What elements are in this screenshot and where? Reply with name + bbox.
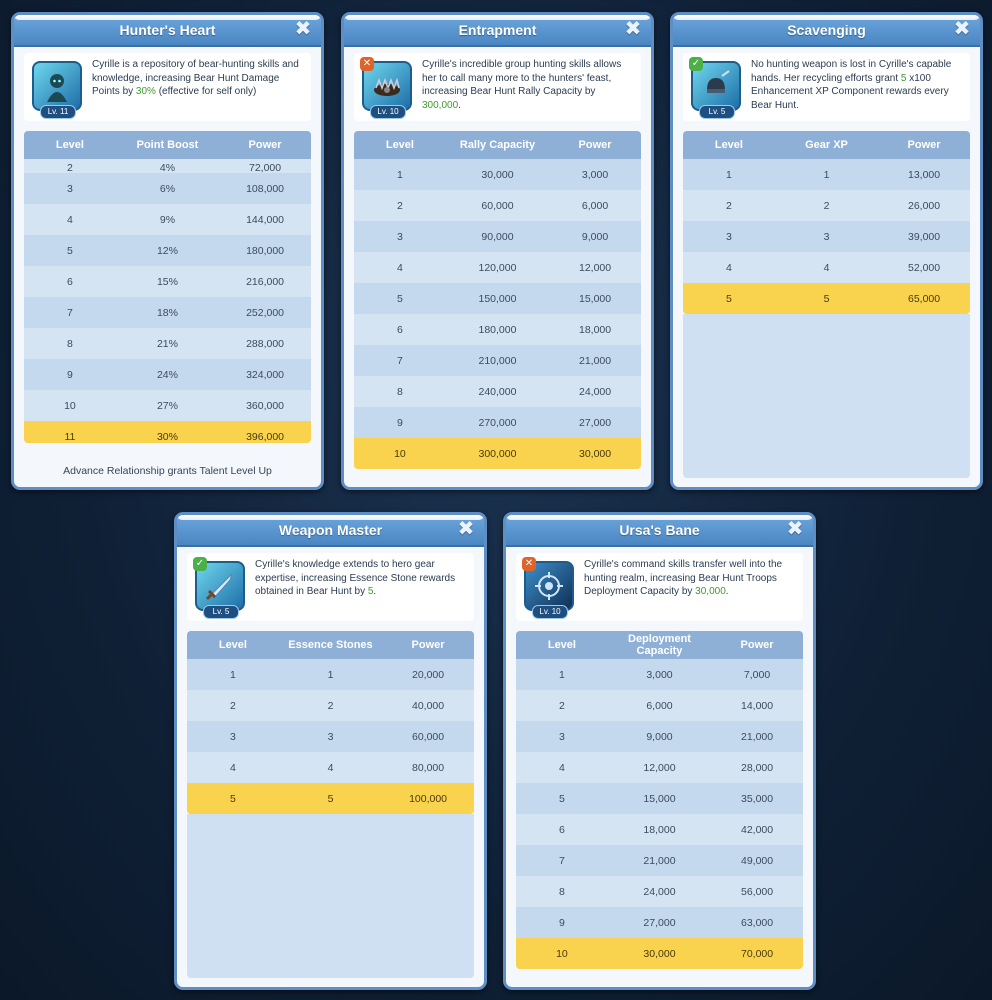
power-cell: 60,000 <box>411 730 445 743</box>
value-cell: 240,000 <box>478 385 517 398</box>
support-type-icon: ✓ <box>689 57 703 71</box>
level-cell: 11 <box>64 430 76 443</box>
close-button[interactable]: ✖ <box>953 18 971 40</box>
value-cell: 300,000 <box>478 447 517 460</box>
power-cell: 70,000 <box>740 947 774 960</box>
level-cell: 1 <box>229 668 236 681</box>
level-cell: 8 <box>396 385 403 398</box>
power-cell: 7,000 <box>743 668 771 681</box>
talent-icon <box>691 57 745 117</box>
table-row-partial: 2 4% 72,000 <box>24 159 311 173</box>
value-cell: 120,000 <box>478 261 517 274</box>
table-row-current-level <box>24 421 311 443</box>
panel-title: Ursa's Bane <box>619 522 700 538</box>
power-cell: 26,000 <box>907 199 941 212</box>
level-cell: 4 <box>725 261 732 274</box>
table-empty-area <box>187 814 474 978</box>
talent-panel-weapon-master <box>174 512 487 990</box>
talent-table <box>354 131 641 469</box>
table-row <box>683 190 970 221</box>
power-cell: 21,000 <box>578 354 612 367</box>
value-cell: 270,000 <box>478 416 517 429</box>
table-row <box>354 283 641 314</box>
value-cell: 2 <box>327 699 334 712</box>
level-cell: 4 <box>558 761 565 774</box>
power-cell: 80,000 <box>411 761 445 774</box>
panel-header <box>14 15 321 47</box>
power-cell: 13,000 <box>907 168 941 181</box>
level-badge: Lv. 5 <box>699 105 735 119</box>
panel-header <box>177 515 484 547</box>
close-button[interactable]: ✖ <box>786 518 804 540</box>
value-cell: 21% <box>156 337 178 350</box>
table-body <box>516 659 803 969</box>
table-row <box>516 783 803 814</box>
table-row <box>354 252 641 283</box>
description-box <box>516 553 803 621</box>
talent-table <box>24 131 311 443</box>
power-cell: 324,000 <box>246 368 285 381</box>
power-cell: 18,000 <box>578 323 612 336</box>
table-row <box>516 690 803 721</box>
talent-description: Cyrille is a repository of bear-hunting skills and knowledge, increasing Bear Hunt Damage Points by 30% (effective for self only) <box>92 59 299 97</box>
talent-panel-ursas-bane <box>503 512 816 990</box>
level-cell: 3 <box>558 730 565 743</box>
value-cell: 24% <box>156 368 178 381</box>
panel-header <box>344 15 651 47</box>
power-cell: 27,000 <box>578 416 612 429</box>
level-cell: 1 <box>725 168 732 181</box>
value-cell: 3,000 <box>646 668 673 681</box>
table-row <box>354 376 641 407</box>
table-row <box>187 659 474 690</box>
snow-decoration <box>177 515 484 520</box>
value-cell: 60,000 <box>481 199 514 212</box>
power-cell: 49,000 <box>740 854 774 867</box>
table-row <box>516 907 803 938</box>
table-row-current-level <box>516 938 803 969</box>
table-row-current-level <box>683 283 970 314</box>
column-header-level: Level <box>385 139 414 151</box>
column-header-level: Level <box>55 139 84 151</box>
table-row-current-level <box>354 438 641 469</box>
power-cell: 108,000 <box>246 182 285 195</box>
panel-title: Scavenging <box>787 22 866 38</box>
level-cell: 2 <box>558 699 565 712</box>
level-badge: Lv. 5 <box>203 605 239 619</box>
value-cell: 24,000 <box>643 885 676 898</box>
level-cell: 2 <box>396 199 403 212</box>
close-button[interactable]: ✖ <box>457 518 475 540</box>
panel-title: Hunter's Heart <box>119 22 216 38</box>
power-cell: 21,000 <box>740 730 774 743</box>
table-row <box>24 204 311 235</box>
column-header-power: Power <box>411 639 445 651</box>
power-cell: 396,000 <box>246 430 285 443</box>
power-cell: 252,000 <box>246 306 285 319</box>
level-cell: 8 <box>66 337 73 350</box>
power-cell: 100,000 <box>409 792 448 805</box>
value-cell: 18% <box>156 306 178 319</box>
table-row <box>24 173 311 204</box>
table-empty-area <box>683 314 970 478</box>
power-cell: 9,000 <box>581 230 609 243</box>
power-cell: 52,000 <box>907 261 941 274</box>
level-badge: Lv. 11 <box>40 105 76 119</box>
description-box <box>354 53 641 121</box>
level-cell: 9 <box>66 368 73 381</box>
power-cell: 20,000 <box>411 668 445 681</box>
level-cell: 7 <box>558 854 565 867</box>
value-cell: 6% <box>159 182 176 195</box>
power-cell: 24,000 <box>578 385 612 398</box>
level-cell: 7 <box>66 306 73 319</box>
level-cell: 8 <box>558 885 565 898</box>
level-cell: 1 <box>558 668 565 681</box>
value-cell: 12% <box>156 244 178 257</box>
level-cell: 6 <box>558 823 565 836</box>
column-header-gear-xp: Gear XP <box>805 139 848 151</box>
level-cell: 4 <box>229 761 236 774</box>
level-cell: 6 <box>66 275 73 288</box>
table-row <box>683 221 970 252</box>
power-cell: 63,000 <box>740 916 774 929</box>
level-cell: 3 <box>725 230 732 243</box>
level-cell: 1 <box>396 168 403 181</box>
table-row <box>354 221 641 252</box>
value-cell: 5 <box>327 792 334 805</box>
power-cell: 144,000 <box>246 213 285 226</box>
value-cell: 15% <box>156 275 178 288</box>
table-row <box>516 876 803 907</box>
table-row <box>24 266 311 297</box>
power-cell: 65,000 <box>907 292 941 305</box>
level-cell: 10 <box>64 399 76 412</box>
level-cell: 7 <box>396 354 403 367</box>
table-row <box>516 814 803 845</box>
level-cell: 6 <box>396 323 403 336</box>
level-cell: 2 <box>229 699 236 712</box>
value-cell: 27,000 <box>643 916 676 929</box>
power-cell: 12,000 <box>578 261 612 274</box>
table-row <box>24 390 311 421</box>
table-row <box>354 407 641 438</box>
value-cell: 9% <box>159 213 176 226</box>
power-cell: 15,000 <box>578 292 612 305</box>
level-cell: 9 <box>558 916 565 929</box>
table-row <box>354 190 641 221</box>
table-body[interactable] <box>24 173 311 443</box>
level-cell: 3 <box>66 182 73 195</box>
power-cell: 14,000 <box>740 699 774 712</box>
table-body <box>683 159 970 314</box>
attack-type-icon: ✕ <box>360 57 374 71</box>
talent-description: No hunting weapon is lost in Cyrille's capable hands. Her recycling efforts grant 5 x100 Enhancement XP Component rewards every Bear Hunt. <box>751 59 952 111</box>
description-box <box>683 53 970 121</box>
column-header-power: Power <box>740 639 774 651</box>
level-cell: 3 <box>229 730 236 743</box>
level-cell: 4 <box>396 261 403 274</box>
level-badge: Lv. 10 <box>532 605 568 619</box>
value-cell: 3 <box>327 730 334 743</box>
table-body <box>187 659 474 814</box>
table-header <box>354 131 641 159</box>
value-cell: 4 <box>823 261 830 274</box>
column-header-power: Power <box>578 139 612 151</box>
power-cell: 288,000 <box>246 337 285 350</box>
description-box <box>187 553 474 621</box>
level-cell: 5 <box>66 244 73 257</box>
snow-decoration <box>344 15 651 20</box>
table-row <box>24 328 311 359</box>
table-row <box>354 159 641 190</box>
value-cell: 27% <box>156 399 178 412</box>
level-cell: 10 <box>556 947 568 960</box>
close-button[interactable]: ✖ <box>294 18 312 40</box>
power-cell: 56,000 <box>740 885 774 898</box>
talent-icon <box>524 557 578 617</box>
table-row <box>187 752 474 783</box>
column-header-level: Level <box>714 139 743 151</box>
power-cell: 42,000 <box>740 823 774 836</box>
panel-header <box>506 515 813 547</box>
snow-decoration <box>673 15 980 20</box>
table-row <box>187 721 474 752</box>
value-cell: 3 <box>823 230 830 243</box>
power-cell: 6,000 <box>581 199 609 212</box>
table-row <box>516 752 803 783</box>
attack-type-icon: ✕ <box>522 557 536 571</box>
value-cell: 30,000 <box>643 947 676 960</box>
talent-icon <box>362 57 416 117</box>
talent-description: Cyrille's incredible group hunting skills allows her to call many more to the hunters' feast, increasing Bear Hunt Rally Capacity by 300,000. <box>422 59 622 111</box>
close-button[interactable]: ✖ <box>624 18 642 40</box>
talent-panel-hunters-heart <box>11 12 324 490</box>
hooded-hunter-icon <box>32 61 82 111</box>
table-header <box>24 131 311 159</box>
level-cell: 10 <box>394 447 406 460</box>
panel-title: Weapon Master <box>278 522 383 538</box>
table-row <box>516 659 803 690</box>
value-cell: 9,000 <box>646 730 673 743</box>
table-header <box>187 631 474 659</box>
support-type-icon: ✓ <box>193 557 207 571</box>
table-row <box>354 345 641 376</box>
value-cell: 21,000 <box>643 854 676 867</box>
description-box <box>24 53 311 121</box>
table-header <box>516 631 803 659</box>
level-cell: 4 <box>66 213 73 226</box>
level-cell: 9 <box>396 416 403 429</box>
table-row <box>24 297 311 328</box>
table-body <box>354 159 641 469</box>
column-header-level: Level <box>218 639 247 651</box>
column-header-point-boost: Point Boost <box>136 139 199 151</box>
column-header-rally-capacity: Rally Capacity <box>459 139 536 151</box>
column-header-level: Level <box>547 639 576 651</box>
snow-decoration <box>14 15 321 20</box>
value-cell: 30,000 <box>481 168 514 181</box>
power-cell: 39,000 <box>907 230 941 243</box>
power-cell: 180,000 <box>246 244 285 257</box>
table-row <box>683 252 970 283</box>
table-row <box>683 159 970 190</box>
value-cell: 30% <box>156 430 178 443</box>
level-cell: 5 <box>725 292 732 305</box>
column-header-power: Power <box>907 139 941 151</box>
talent-table <box>187 631 474 814</box>
power-cell: 40,000 <box>411 699 445 712</box>
power-cell: 30,000 <box>578 447 612 460</box>
table-row-current-level <box>187 783 474 814</box>
value-cell: 90,000 <box>481 230 514 243</box>
value-cell: 2 <box>823 199 830 212</box>
talent-panel-scavenging <box>670 12 983 490</box>
talent-panel-entrapment <box>341 12 654 490</box>
value-cell: 12,000 <box>643 761 676 774</box>
power-cell: 360,000 <box>246 399 285 412</box>
value-cell: 210,000 <box>478 354 517 367</box>
panel-header <box>673 15 980 47</box>
value-cell: 180,000 <box>478 323 517 336</box>
talent-icon <box>32 57 86 117</box>
level-cell: 2 <box>725 199 732 212</box>
value-cell: 1 <box>823 168 830 181</box>
level-cell: 5 <box>396 292 403 305</box>
power-cell: 3,000 <box>581 168 609 181</box>
level-cell: 5 <box>229 792 236 805</box>
value-cell: 1 <box>327 668 334 681</box>
level-cell: 5 <box>558 792 565 805</box>
value-cell: 5 <box>823 292 830 305</box>
level-cell: 3 <box>396 230 403 243</box>
power-cell: 35,000 <box>740 792 774 805</box>
footer-note: Advance Relationship grants Talent Level Up <box>63 465 272 477</box>
column-header-essence-stones: Essence Stones <box>288 639 373 651</box>
table-row <box>354 314 641 345</box>
value-cell: 15,000 <box>643 792 676 805</box>
table-row <box>516 845 803 876</box>
table-row <box>516 721 803 752</box>
table-row <box>187 690 474 721</box>
value-cell: 4 <box>327 761 334 774</box>
column-header-power: Power <box>248 139 282 151</box>
value-cell: 6,000 <box>646 699 673 712</box>
level-badge: Lv. 10 <box>370 105 406 119</box>
table-row <box>24 235 311 266</box>
table-header <box>683 131 970 159</box>
value-cell: 150,000 <box>478 292 517 305</box>
snow-decoration <box>506 515 813 520</box>
talent-table <box>683 131 970 314</box>
talent-icon <box>195 557 249 617</box>
power-cell: 28,000 <box>740 761 774 774</box>
power-cell: 216,000 <box>246 275 285 288</box>
talent-description: Cyrille's command skills transfer well into the hunting realm, increasing Bear Hunt Troops Deployment Capacity by 30,000. <box>584 559 783 597</box>
talent-description: Cyrille's knowledge extends to hero gear expertise, increasing Essence Stone rewards obtained in Bear Hunt by 5. <box>255 559 456 597</box>
talent-table <box>516 631 803 969</box>
table-row <box>24 359 311 390</box>
column-header-deployment-capacity: Deployment Capacity <box>628 633 691 657</box>
value-cell: 18,000 <box>643 823 676 836</box>
panel-title: Entrapment <box>458 22 537 38</box>
